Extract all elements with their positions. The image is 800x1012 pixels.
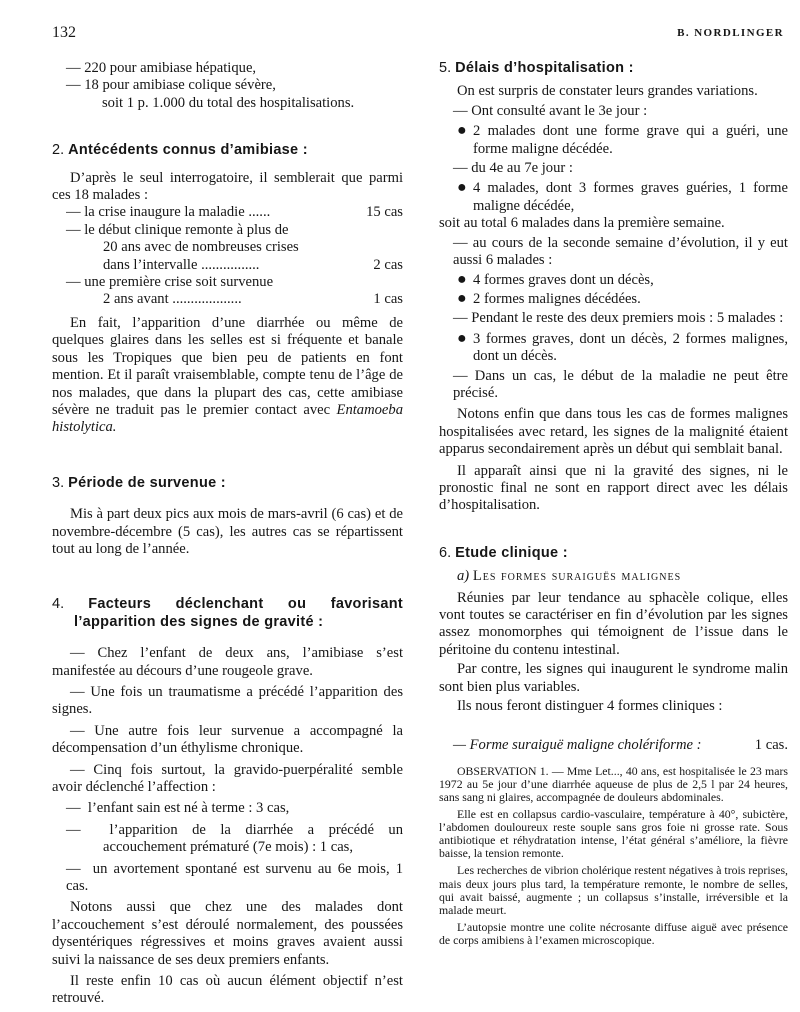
list-item: — une première crise soit survenue 2 ans avant ................... 1 cas bbox=[66, 274, 403, 308]
paragraph: Notons aussi que chez une des malades dont l’accouchement s’est déroulé normalement, des poussées dysentériques régressives et moins graves avaient aussi suivi la naissance de ses deux premiers enfants. bbox=[52, 899, 403, 968]
bullet-item: ● 2 malades dont une forme grave qui a guéri, une forme maligne décédée. bbox=[457, 122, 788, 157]
bullet-item: ● 2 formes malignes décédées. bbox=[457, 289, 641, 307]
list-item: — 18 pour amibiase colique sévère, bbox=[66, 77, 276, 94]
section-heading-6: 6. Etude clinique : bbox=[439, 544, 568, 561]
list-item: — 220 pour amibiase hépatique, bbox=[66, 60, 257, 76]
paragraph: Par contre, les signes qui inaugurent le syndrome malin sont bien plus variables. bbox=[439, 661, 788, 695]
paragraph: soit au total 6 malades dans la première semaine. bbox=[439, 215, 725, 232]
paragraph: — Une fois un traumatisme a précédé l’apparition des signes. bbox=[52, 683, 403, 718]
observation-paragraph: L’autopsie montre une colite nécrosante diffuse aiguë avec présence de corps amibiens à l’examen microscopique. bbox=[439, 919, 788, 947]
paragraph: Il apparaît ainsi que ni la gravité des signes, ni le pronostic final ne sont en rapport direct avec les délais d’hospitalisation. bbox=[439, 462, 788, 514]
running-author: B. NORDLINGER bbox=[677, 27, 784, 39]
list-item: — Ont consulté avant le 3e jour : bbox=[453, 102, 648, 119]
bullet-item: ● 4 formes graves dont un décès, bbox=[457, 271, 654, 289]
list-item: — du 4e au 7e jour : bbox=[453, 160, 573, 177]
paragraph: — Cinq fois surtout, la gravido-puerpéralité semble avoir déclenché l’affection : bbox=[52, 761, 403, 795]
paragraph: Il reste enfin 10 cas où aucun élément objectif n’est retrouvé. bbox=[52, 973, 403, 1007]
paragraph: On est surpris de constater leurs grandes variations. bbox=[457, 83, 758, 100]
subsection-heading: a) Les formes suraiguës malignes bbox=[457, 568, 682, 585]
left-column bbox=[52, 60, 403, 1008]
list-item: — un avortement spontané est survenu au 6e mois, 1 cas. bbox=[66, 860, 404, 895]
paragraph: Mis à part deux pics aux mois de mars-avril (6 cas) et de novembre-décembre (5 cas), les autres cas se répartissent tout au long de l’année. bbox=[52, 506, 403, 557]
list-item: — l’enfant sain est né à terme : 3 cas, bbox=[66, 800, 290, 817]
list-item: — l’apparition de la diarrhée a précédé un accouchement prématuré (7e mois) : 1 cas, bbox=[66, 821, 404, 856]
list-item: — la crise inaugure la maladie ...... 15 cas bbox=[66, 204, 403, 221]
bullet-item: ● 3 formes graves, dont un décès, 2 formes malignes, dont un décès. bbox=[457, 329, 788, 365]
section-heading-5: 5. Délais d’hospitalisation : bbox=[439, 60, 634, 76]
running-header bbox=[52, 24, 784, 44]
observation-paragraph: Elle est en collapsus cardio-vasculaire, température à 40°, subictère, l’abdomen douloureux reste souple sans gros foie ni grosse rate. Sous antibiotique et réhydratation intense, l’état général s’améliore, la fièvre baisse, la tension remonte. bbox=[439, 807, 788, 861]
paragraph: Ils nous feront distinguer 4 formes cliniques : bbox=[457, 698, 723, 714]
clinical-form-heading: — Forme suraiguë maligne cholériforme : 1 cas. bbox=[453, 737, 788, 754]
list-item: — Dans un cas, le début de la maladie ne peut être précisé. bbox=[453, 367, 788, 401]
bullet-item: ● 4 malades, dont 3 formes graves guéries, 1 forme maligne décédée, bbox=[457, 179, 788, 214]
list-item: — au cours de la seconde semaine d’évolution, il y eut aussi 6 malades : bbox=[453, 234, 788, 269]
observation-paragraph: OBSERVATION 1. — Mme Let..., 40 ans, est hospitalisée le 23 mars 1972 au 5e jour d’une diarrhée aqueuse de plus de 2,5 l par 24 heures, sans sang ni glaires, accompagnée de douleurs abdominales. bbox=[439, 763, 788, 804]
list-item: — le début clinique remonte à plus de 20 ans avec de nombreuses crises dans l’intervalle ................ 2 cas bbox=[66, 221, 403, 273]
section-heading-3: 3. Période de survenue : bbox=[52, 474, 226, 491]
right-column bbox=[439, 60, 788, 947]
observation-block bbox=[439, 765, 788, 947]
list-item: — Pendant le reste des deux premiers mois : 5 malades : bbox=[453, 310, 784, 327]
section-heading-2: 2. Antécédents connus d’amibiase : bbox=[52, 142, 308, 159]
paragraph: — Une autre fois leur survenue a accompagné la décompensation d’un éthylisme chronique. bbox=[52, 722, 403, 757]
paragraph: D’après le seul interrogatoire, il semblerait que parmi ces 18 malades : bbox=[52, 169, 403, 204]
list-item: soit 1 p. 1.000 du total des hospitalisations. bbox=[102, 94, 355, 111]
paragraph: En fait, l’apparition d’une diarrhée ou même de quelques glaires dans les selles est si fréquente et banale sous les Tropiques que bien peu de patients en font mention. Et il paraît vraisemblable, compte tenu de l’âge de nos malades, que dans la plupart des cas, cette amibiase sévère ne traduit pas le premier contact avec Entamoeba histolytica. bbox=[52, 314, 404, 436]
section-heading-4: 4. Facteurs déclenchant ou favorisant l’apparition des signes de gravité : bbox=[52, 596, 404, 630]
observation-paragraph: Les recherches de vibrion cholérique restent négatives à trois reprises, mais deux jours plus tard, la température remonte, le nombre de selles, qui avait baissé, augmente ; un collapsus s’installe, irréversible et la malade meurt. bbox=[439, 863, 788, 917]
paragraph: Réunies par leur tendance au sphacèle colique, elles vont toutes se caractériser en fin d’évolution par les signes assez monomorphes qui témoignent de l’issue dans le péritoine du contenu intestinal. bbox=[439, 589, 788, 658]
page-number: 132 bbox=[52, 24, 76, 41]
paragraph: — Chez l’enfant de deux ans, l’amibiase s’est manifestée au décours d’une rougeole grave. bbox=[52, 645, 403, 679]
paragraph: Notons enfin que dans tous les cas de formes malignes hospitalisées avec retard, les signes de la malignité étaient apparus secondairement après un début qui semblait banal. bbox=[439, 406, 788, 458]
